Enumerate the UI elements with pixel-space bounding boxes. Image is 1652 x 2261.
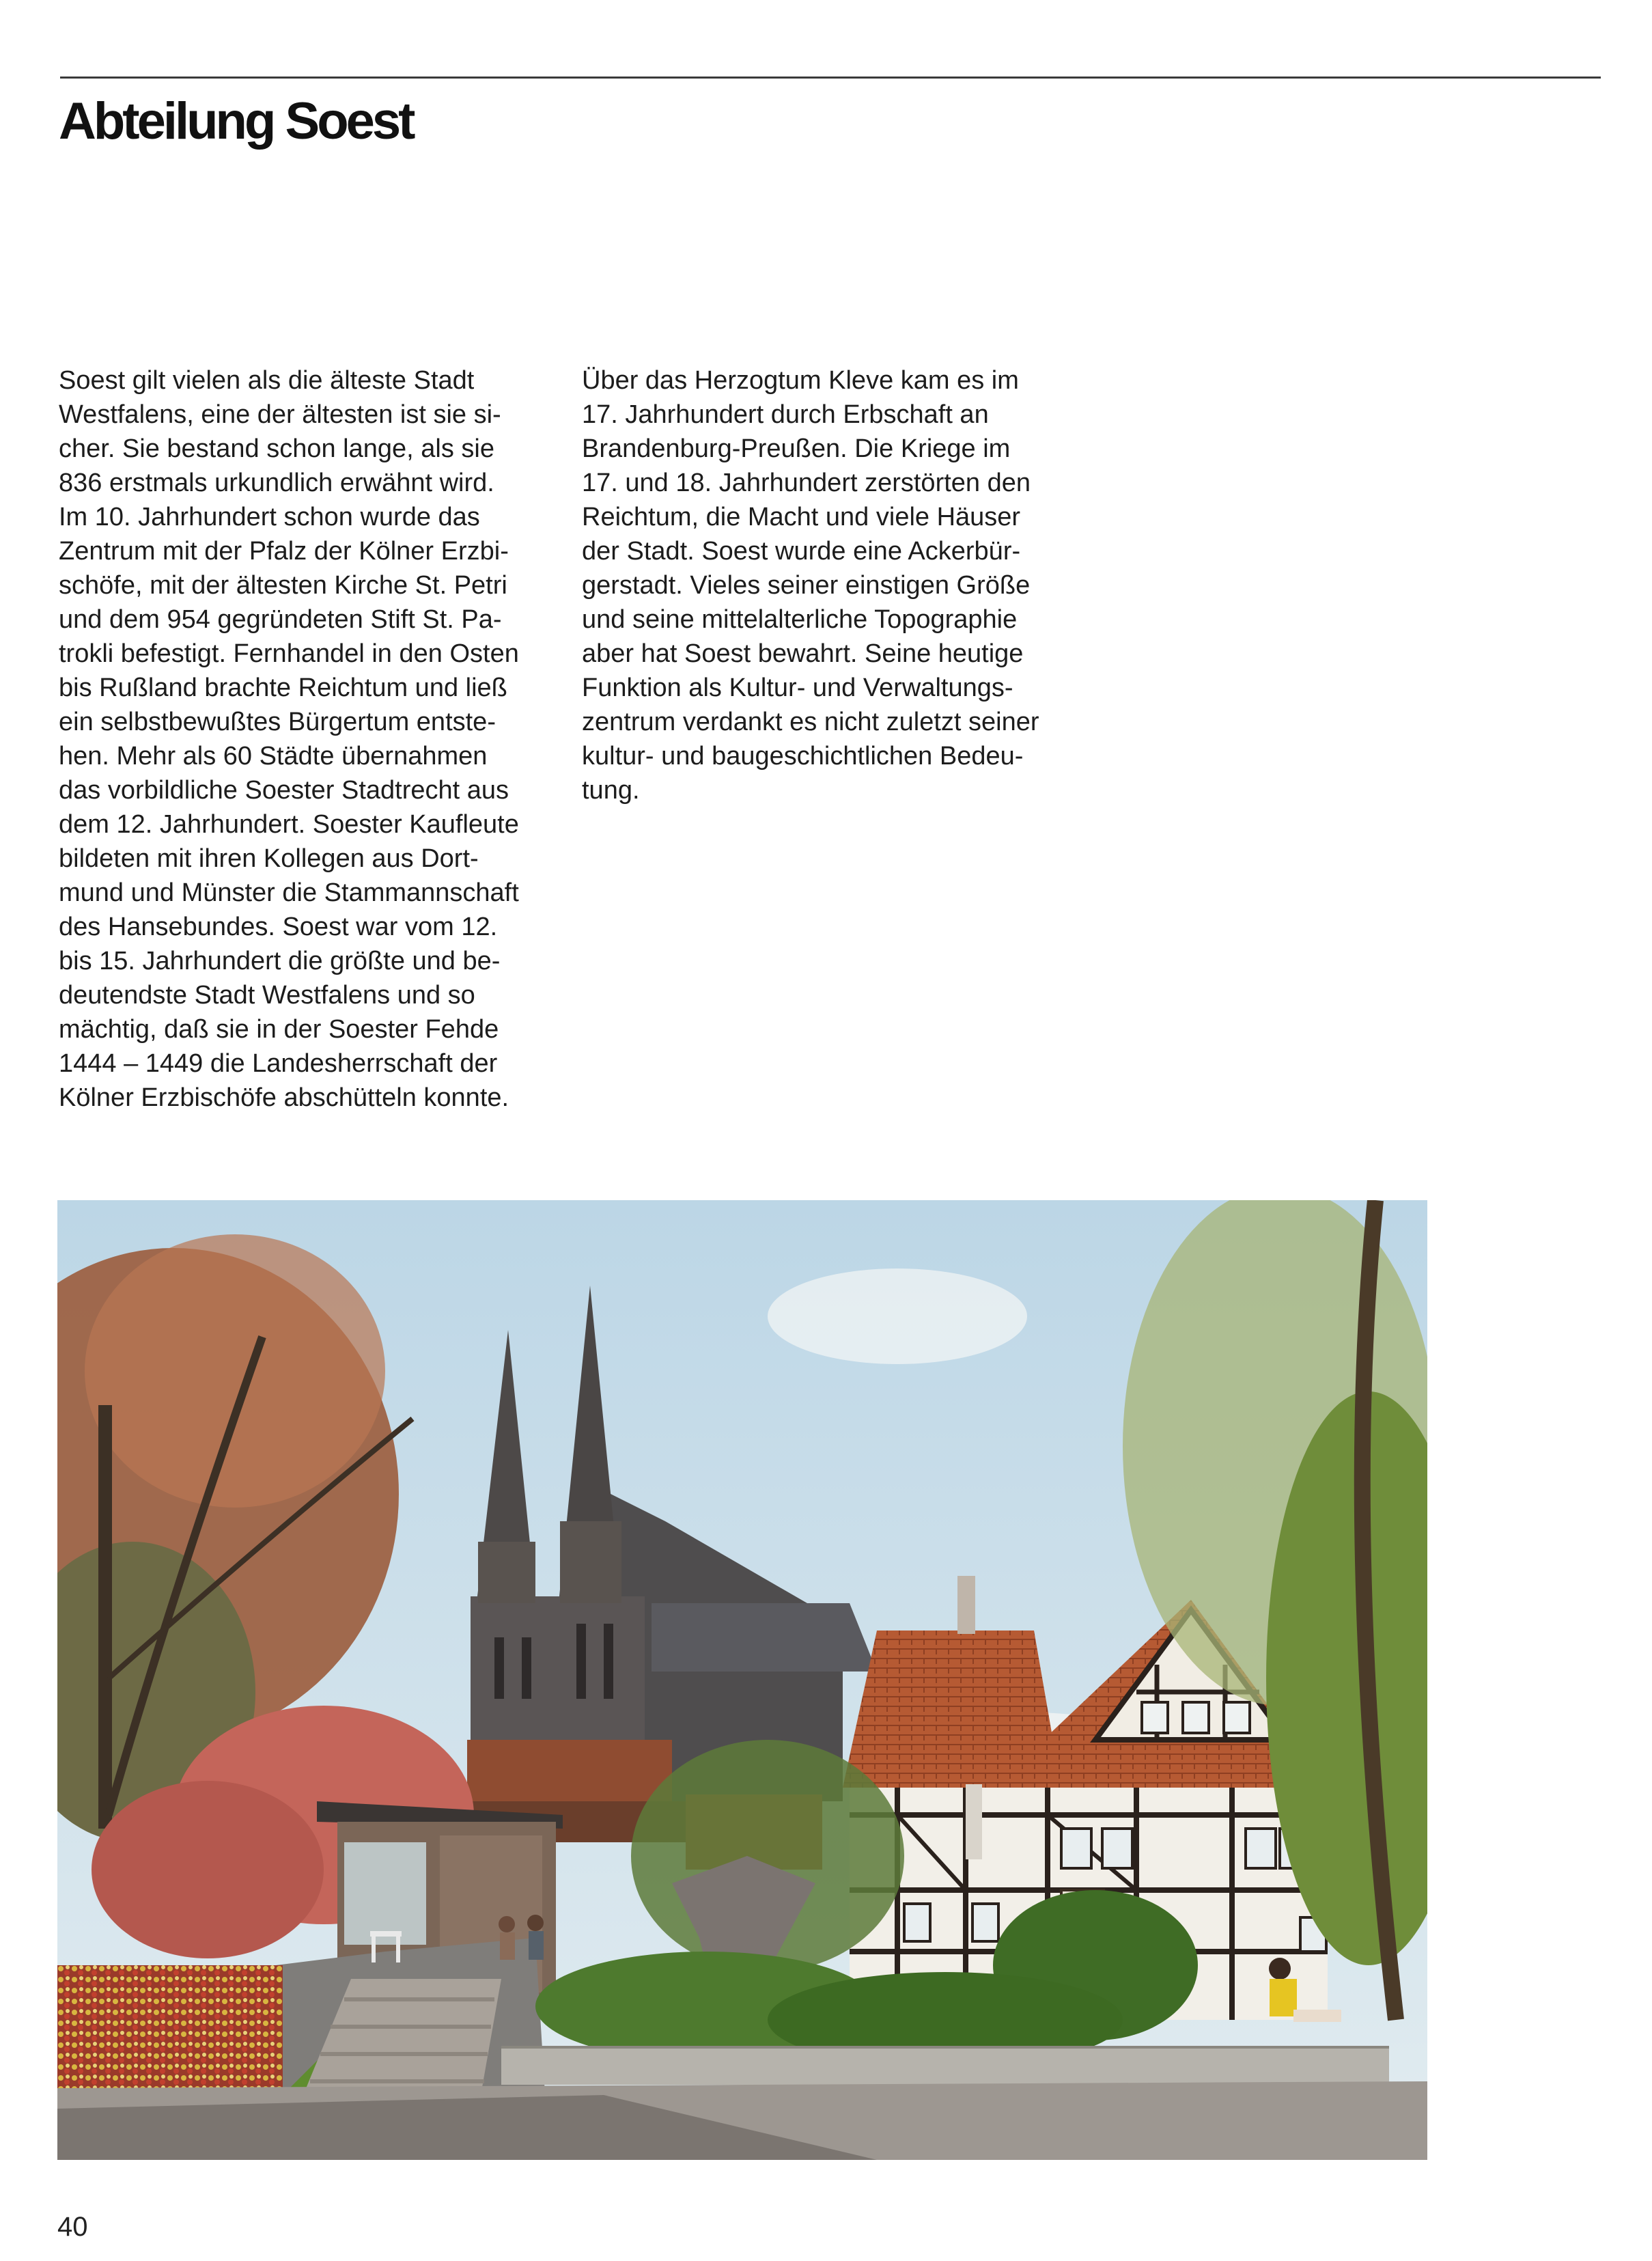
text-line: Zentrum mit der Pfalz der Kölner Erzbi- [59, 537, 509, 566]
text-line: Über das Herzogtum Kleve kam es im [582, 366, 1019, 395]
text-line: das vorbildliche Soester Stadtrecht aus [59, 776, 509, 805]
text-line: Funktion als Kultur- und Verwaltungs- [582, 674, 1013, 702]
text-line: hen. Mehr als 60 Städte übernahmen [59, 742, 488, 771]
text-line: kultur- und baugeschichtlichen Bedeu- [582, 742, 1024, 771]
page-number: 40 [57, 2212, 88, 2242]
text-line: Kölner Erzbischöfe abschütteln konnte. [59, 1083, 509, 1112]
text-line: ein selbstbewußtes Bürgertum entste- [59, 708, 496, 736]
page-title: Abteilung Soest [59, 92, 413, 150]
text-line: Westfalens, eine der ältesten ist sie si- [59, 400, 501, 429]
text-line: bildeten mit ihren Kollegen aus Dort- [59, 844, 479, 873]
text-line: mächtig, daß sie in der Soester Fehde [59, 1015, 499, 1044]
text-line: Brandenburg-Preußen. Die Kriege im [582, 434, 1011, 463]
text-line: und dem 954 gegründeten Stift St. Pa- [59, 605, 502, 634]
text-line: tung. [582, 776, 640, 805]
text-line: cher. Sie bestand schon lange, als sie [59, 434, 494, 463]
text-line: dem 12. Jahrhundert. Soester Kaufleute [59, 810, 519, 839]
text-line: des Hansebundes. Soest war vom 12. [59, 913, 498, 941]
text-line: deutendste Stadt Westfalens und so [59, 981, 475, 1010]
photo-soest-church-and-mill [57, 1200, 1427, 2160]
text-line: bis 15. Jahrhundert die größte und be- [59, 947, 501, 975]
text-line: und seine mittelalterliche Topographie [582, 605, 1018, 634]
text-line: Im 10. Jahrhundert schon wurde das [59, 503, 480, 531]
text-line: trokli befestigt. Fernhandel in den Osten [59, 639, 519, 668]
text-line: Reichtum, die Macht und viele Häuser [582, 503, 1021, 531]
text-line: bis Rußland brachte Reichtum und ließ [59, 674, 507, 702]
text-line: mund und Münster die Stammannschaft [59, 878, 519, 907]
text-line: zentrum verdankt es nicht zuletzt seiner [582, 708, 1039, 736]
text-line: aber hat Soest bewahrt. Seine heutige [582, 639, 1024, 668]
photo-illustration [57, 1200, 1427, 2160]
header-rule [60, 77, 1601, 79]
text-line: schöfe, mit der ältesten Kirche St. Petri [59, 571, 507, 600]
body-column-left [59, 363, 564, 1115]
text-line: 17. Jahrhundert durch Erbschaft an [582, 400, 989, 429]
text-line: 1444 – 1449 die Landesherrschaft der [59, 1049, 498, 1078]
text-line: 836 erstmals urkundlich erwähnt wird. [59, 469, 494, 497]
body-column-right [582, 363, 1087, 807]
text-line: 17. und 18. Jahrhundert zerstörten den [582, 469, 1031, 497]
text-line: Soest gilt vielen als die älteste Stadt [59, 366, 475, 395]
text-line: der Stadt. Soest wurde eine Ackerbür- [582, 537, 1021, 566]
text-line: gerstadt. Vieles seiner einstigen Größe [582, 571, 1031, 600]
